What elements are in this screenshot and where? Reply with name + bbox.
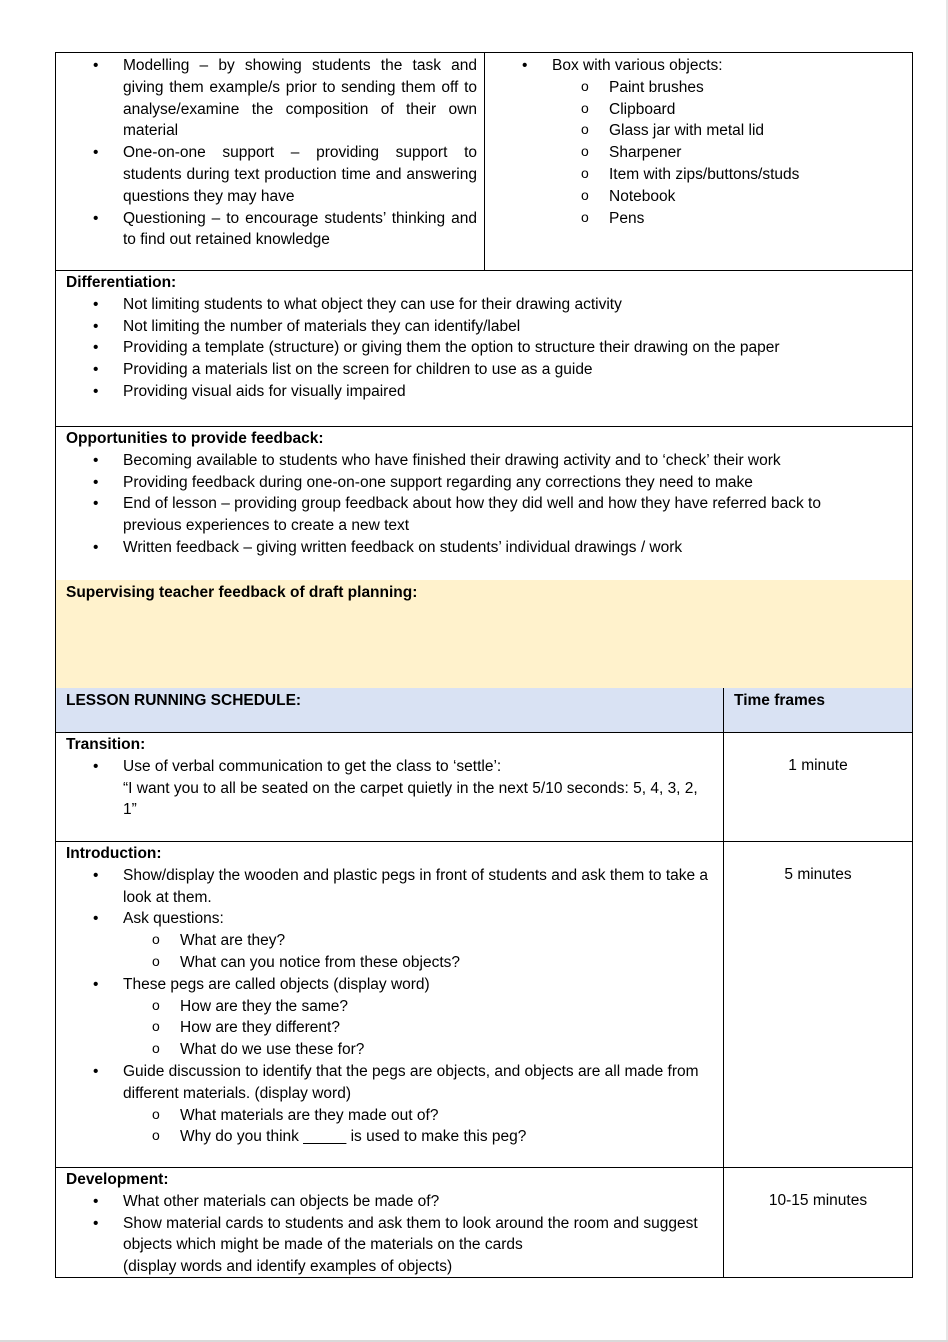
list-item: o Paint brushes: [485, 77, 912, 99]
introduction-row: [55, 841, 913, 1168]
list-item: • Providing a materials list on the screen for children to use as a guide: [56, 359, 912, 381]
development-item: Show material cards to students and ask them to look around the room and suggest objects which might be made of the materials on the cards: [123, 1214, 698, 1254]
list-item: o What are they?: [56, 930, 717, 952]
supervisor-feedback-section: [55, 580, 913, 689]
list-item: • Providing feedback during one-on-one support regarding any corrections they need to make: [56, 472, 872, 494]
transition-row: [55, 732, 913, 842]
list-item: o Notebook: [485, 186, 912, 208]
transition-quote: “I want you to all be seated on the carpet quietly in the next 5/10 seconds: 5, 4, 3, 2, 1”: [123, 779, 698, 819]
list-item: o What can you notice from these objects?: [56, 952, 717, 974]
time-frames-title: Time frames: [734, 692, 826, 709]
resources-cell: [485, 53, 912, 270]
introduction-cell: [56, 841, 724, 1167]
list-item: [56, 756, 715, 821]
feedback-opportunities-section: [55, 426, 913, 581]
list-item: o What do we use these for?: [56, 1039, 717, 1061]
list-item: o How are they the same?: [56, 996, 717, 1018]
transition-list: [56, 756, 715, 821]
list-item: o Item with zips/buttons/studs: [485, 164, 912, 186]
development-time: 10-15 minutes: [768, 1192, 868, 1209]
differentiation-title: Differentiation:: [66, 274, 177, 291]
feedback-opportunities-title: Opportunities to provide feedback:: [66, 430, 324, 447]
schedule-header-row: [55, 688, 913, 733]
supervisor-feedback-title: Supervising teacher feedback of draft planning:: [66, 584, 418, 601]
schedule-title: LESSON RUNNING SCHEDULE:: [56, 688, 724, 732]
list-item: • Guide discussion to identify that the pegs are objects, and objects are all made from different materials. (display word): [56, 1061, 717, 1105]
differentiation-list: [56, 294, 912, 403]
list-item: o How are they different?: [56, 1017, 717, 1039]
development-list: [56, 1191, 717, 1278]
list-item: o Glass jar with metal lid: [485, 120, 912, 142]
list-item: • Show/display the wooden and plastic pegs in front of students and ask them to take a look at them.: [56, 865, 717, 909]
list-item: • Box with various objects:: [485, 55, 912, 77]
list-item: • One-on-one support – providing support to students during text production time and answering questions they may have: [56, 142, 477, 207]
strategies-cell: [56, 53, 485, 270]
development-title: Development:: [66, 1171, 169, 1188]
list-item: • Not limiting students to what object they can use for their drawing activity: [56, 294, 912, 316]
list-item: [56, 1213, 717, 1278]
list-item: • Not limiting the number of materials they can identify/label: [56, 316, 912, 338]
list-item: o Why do you think _____ is used to make this peg?: [56, 1126, 717, 1148]
strategies-resources-row: [55, 52, 913, 271]
list-item: • Questioning – to encourage students’ thinking and to find out retained knowledge: [56, 208, 477, 252]
development-cell: [56, 1167, 724, 1277]
list-item: o Sharpener: [485, 142, 912, 164]
list-item: • End of lesson – providing group feedback about how they did well and how they have referred back to previous experiences to create a new text: [56, 493, 872, 537]
list-item: • Ask questions:: [56, 908, 717, 930]
list-item: • Modelling – by showing students the task and giving them example/s prior to sending them off to analyse/examine the composition of their own material: [56, 55, 477, 142]
list-item: • Providing visual aids for visually impaired: [56, 381, 912, 403]
differentiation-section: [55, 270, 913, 427]
development-row: [55, 1167, 913, 1278]
list-item: • These pegs are called objects (display word): [56, 974, 717, 996]
introduction-list: [56, 865, 717, 1148]
introduction-title: Introduction:: [66, 845, 162, 862]
transition-item: Use of verbal communication to get the class to ‘settle’:: [123, 757, 502, 775]
resources-list: [485, 55, 912, 229]
list-item: • Providing a template (structure) or giving them the option to structure their drawing on the paper: [56, 337, 912, 359]
list-item: o Pens: [485, 208, 912, 230]
transition-time: 1 minute: [788, 757, 848, 774]
introduction-time: 5 minutes: [784, 866, 852, 883]
list-item: • Written feedback – giving written feedback on students’ individual drawings / work: [56, 537, 872, 559]
list-item: o Clipboard: [485, 99, 912, 121]
list-item: • What other materials can objects be made of?: [56, 1191, 717, 1213]
list-item: • Becoming available to students who have finished their drawing activity and to ‘check’ their work: [56, 450, 872, 472]
transition-title: Transition:: [66, 736, 146, 753]
list-item: o What materials are they made out of?: [56, 1105, 717, 1127]
transition-cell: [56, 732, 724, 841]
feedback-opportunities-list: [56, 450, 872, 559]
strategies-list: [56, 55, 477, 251]
development-note: (display words and identify examples of objects): [123, 1258, 453, 1276]
